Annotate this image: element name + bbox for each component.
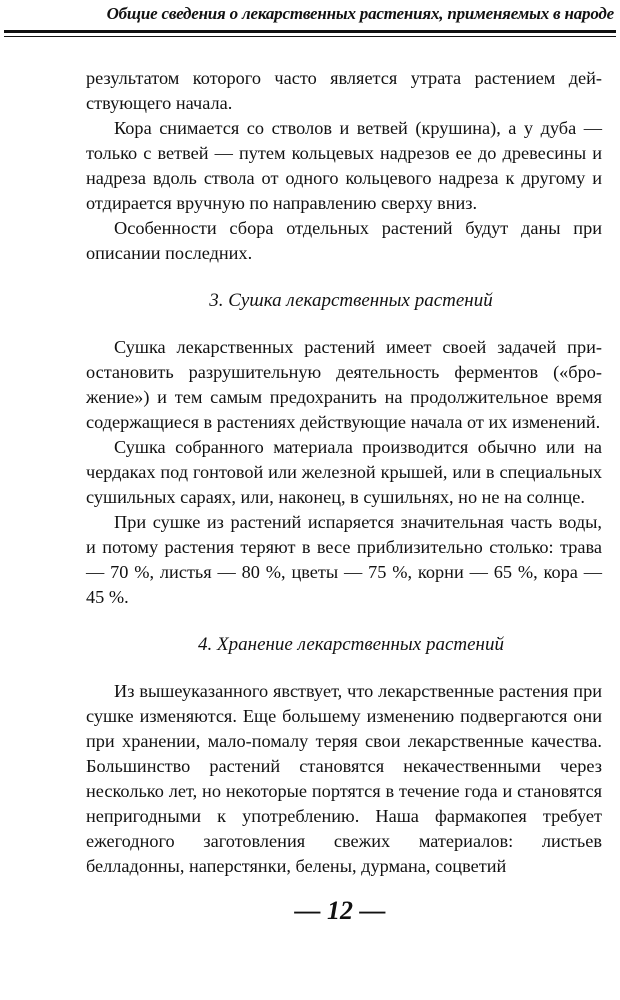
- section-3-heading: 3. Сушка лекарственных растений: [209, 290, 493, 311]
- page-body: [86, 66, 602, 879]
- header-rule-thin: [4, 36, 616, 37]
- paragraph-storage: Из вышеуказанного явствует, что лекарственные растения при сушке изменяются. Еще большему изменению подвергаются они при хранении, мало-помалу теряя свои лекарственные качества. Большинство растений становятся некачественными через несколько лет, но некоторые портятся в течение года и становятся непригодными к употреблению. Наша фармакопея требует ежегодного заготовления свежих материалов: листьев белладонны, наперстянки, белены, дурмана, соцветий: [86, 681, 602, 876]
- paragraph-drying-weight-loss: При сушке из растений испаряется значительная часть воды, и потому растения теряют в весе приблизительно столько: трава — 70 %, листья — 80 %, цветы — 75 %, корни — 65 %, кора — 45 %.: [86, 512, 602, 607]
- paragraph-drying-location: Сушка собранного материала производится обычно или на чердаках под гонтовой или железной крышей, или в специальных сушильных сараях, или, наконец, в сушильнях, но не на солнце.: [86, 437, 602, 507]
- paragraph-collection-notes: Особенности сбора отдельных растений будут даны при описании последних.: [86, 218, 602, 263]
- header-rule-thick: [4, 30, 616, 33]
- paragraph-continued: результатом которого часто является утрата растением действующего начала.: [86, 68, 602, 113]
- running-head-title: Общие сведения о лекарственных растениях, применяемых в народе: [106, 4, 614, 23]
- page-number: — 12 —: [294, 896, 386, 925]
- paragraph-bark-collection: Кора снимается со стволов и ветвей (крушина), а у дуба — только с ветвей — путем кольцевых надрезов ее до древесины и надреза вдоль ствола от одного кольцевого надреза к другому и отдирается вручную по направлению сверху вниз.: [86, 118, 602, 213]
- paragraph-drying-purpose: Сушка лекарственных растений имеет своей задачей приостановить разрушительную деятельность ферментов («брожение») и тем самым предохранить на продолжительное время содержащиеся в растениях действующие начала от их изменений.: [86, 337, 602, 432]
- section-4-heading: 4. Хранение лекарственных растений: [198, 634, 504, 655]
